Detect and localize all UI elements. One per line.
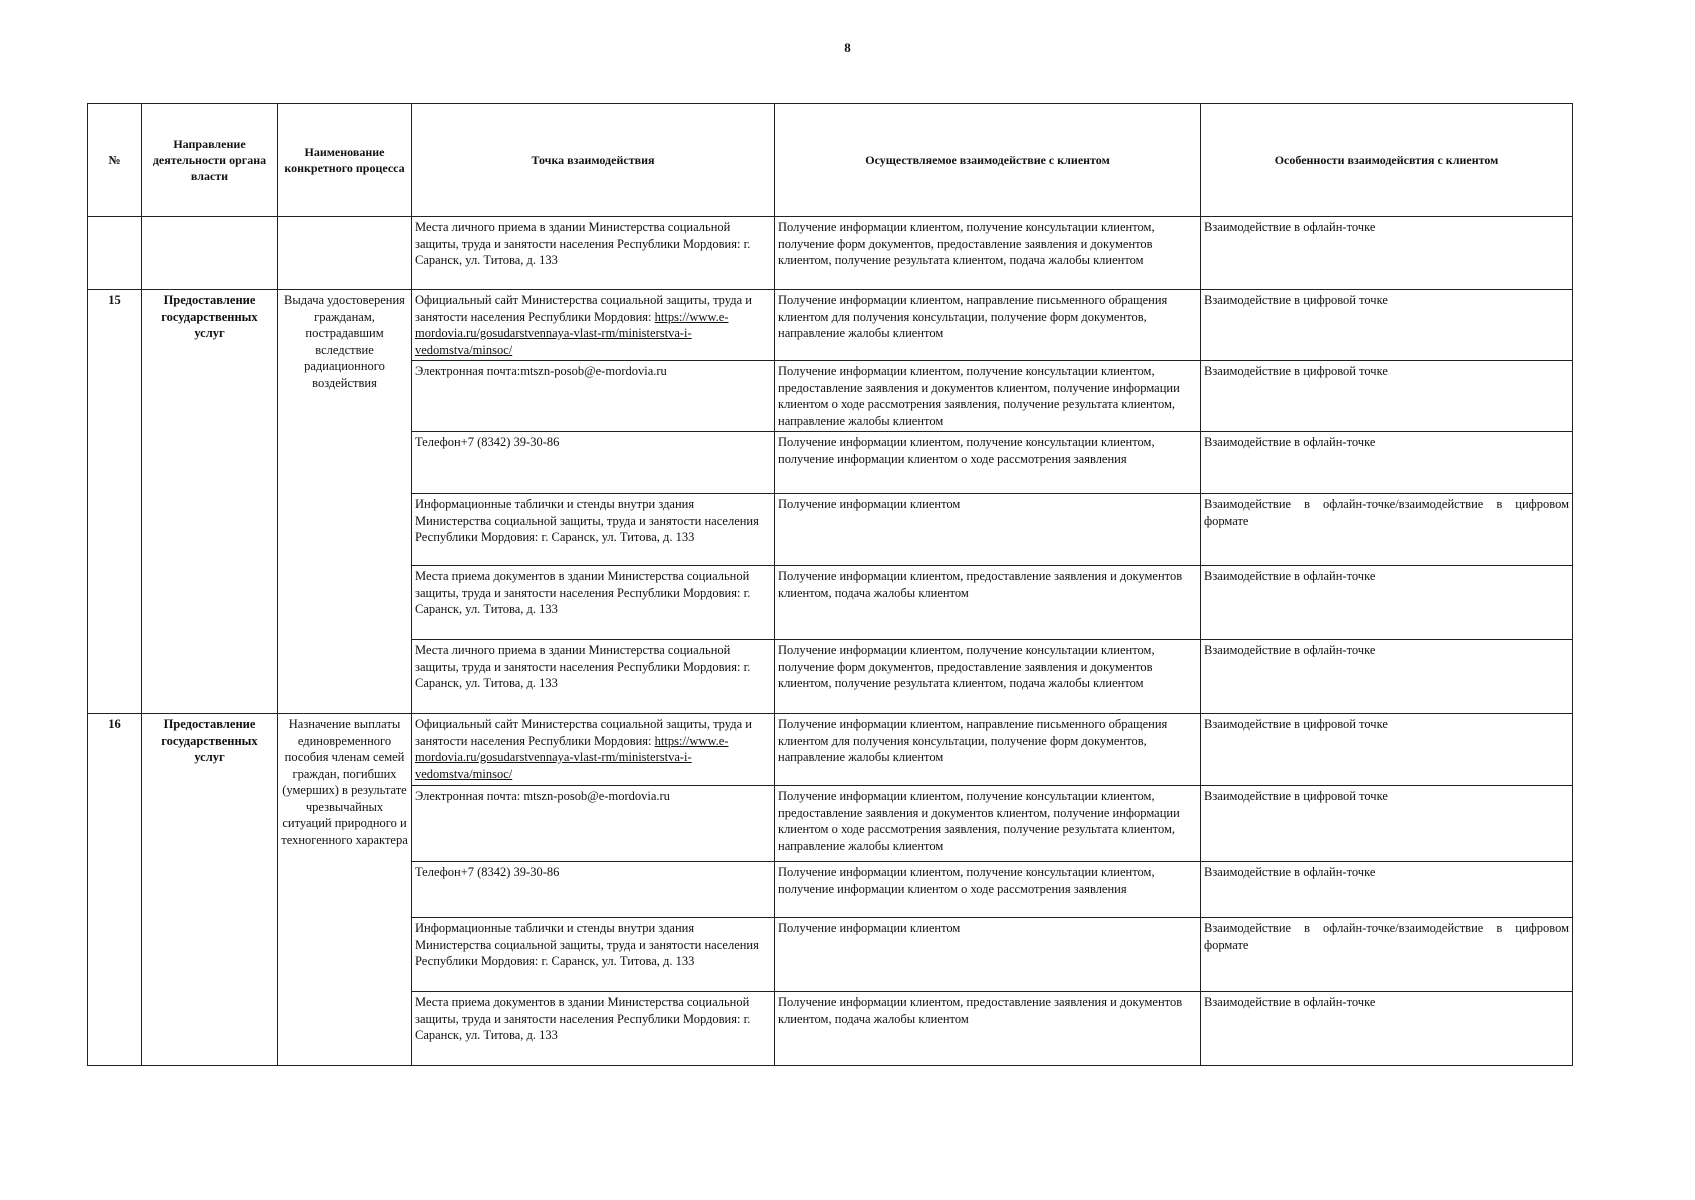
table-row — [88, 714, 1573, 786]
cell-point: Телефон+7 (8342) 39-30-86 — [412, 432, 775, 494]
header-interaction: Осуществляемое взаимодействие с клиентом — [775, 104, 1201, 217]
cell-point: Электронная почта: mtszn-posob@e-mordovia.ru — [412, 786, 775, 862]
cell-num — [88, 217, 142, 290]
cell-point: Места личного приема в здании Министерства социальной защиты, труда и занятости населения Республики Мордовия: г. Саранск, ул. Титова, д. 133 — [412, 217, 775, 290]
ministry-site-link[interactable]: https://www.e-mordovia.ru/gosudarstvennaya-vlast-rm/ministerstva-i-vedomstva/minsoc/ — [415, 309, 729, 357]
cell-features: Взаимодействие в офлайн-точке — [1201, 217, 1573, 290]
cell-point: Места приема документов в здании Министерства социальной защиты, труда и занятости населения Республики Мордовия: г. Саранск, ул. Титова, д. 133 — [412, 566, 775, 640]
cell-point — [412, 714, 775, 786]
cell-features: Взаимодействие в офлайн-точке/взаимодействие в цифровом формате — [1201, 918, 1573, 992]
cell-point: Места личного приема в здании Министерства социальной защиты, труда и занятости населения Республики Мордовия: г. Саранск, ул. Титова, д. 133 — [412, 640, 775, 714]
cell-interaction: Получение информации клиентом, получение консультации клиентом, получение информации клиентом о ходе рассмотрения заявления — [775, 862, 1201, 918]
cell-interaction: Получение информации клиентом, получение консультации клиентом, получение форм документов, предоставление заявления и документов клиентом, получение результата клиентом, подача жалобы клиентом — [775, 640, 1201, 714]
process-15: Выдача удостоверения гражданам, пострадавшим вследствие радиационного воздействия — [278, 290, 412, 714]
cell-process — [278, 217, 412, 290]
process-16: Назначение выплаты единовременного пособия членам семей граждан, погибших (умерших) в результате чрезвычайных ситуаций природного и техногенного характера — [278, 714, 412, 1066]
row-number-15: 15 — [88, 290, 142, 714]
cell-features: Взаимодействие в цифровой точке — [1201, 714, 1573, 786]
cell-point: Информационные таблички и стенды внутри здания Министерства социальной защиты, труда и занятости населения Республики Мордовия: г. Саранск, ул. Титова, д. 133 — [412, 918, 775, 992]
cell-point: Информационные таблички и стенды внутри здания Министерства социальной защиты, труда и занятости населения Республики Мордовия: г. Саранск, ул. Титова, д. 133 — [412, 494, 775, 566]
cell-interaction: Получение информации клиентом, предоставление заявления и документов клиентом, подача жалобы клиентом — [775, 566, 1201, 640]
table-row — [88, 217, 1573, 290]
cell-features: Взаимодействие в офлайн-точке — [1201, 640, 1573, 714]
ministry-site-link[interactable]: https://www.e-mordovia.ru/gosudarstvennaya-vlast-rm/ministerstva-i-vedomstva/minsoc/ — [415, 733, 729, 781]
row-number-16: 16 — [88, 714, 142, 1066]
cell-interaction: Получение информации клиентом, получение консультации клиентом, получение форм документов, предоставление заявления и документов клиентом, получение результата клиентом, подача жалобы клиентом — [775, 217, 1201, 290]
header-features: Особенности взаимодейсвтия с клиентом — [1201, 104, 1573, 217]
cell-point: Электронная почта:mtszn-posob@e-mordovia.ru — [412, 361, 775, 432]
direction-16: Предоставление государственных услуг — [142, 714, 278, 1066]
cell-interaction: Получение информации клиентом, получение консультации клиентом, предоставление заявления и документов клиентом, получение информации клиентом о ходе рассмотрения заявления, получение результата клиентом, направление жалобы клиентом — [775, 786, 1201, 862]
cell-interaction: Получение информации клиентом, получение консультации клиентом, предоставление заявления и документов клиентом, получение информации клиентом о ходе рассмотрения заявления, получение результата клиентом, направление жалобы клиентом — [775, 361, 1201, 432]
cell-features: Взаимодействие в офлайн-точке — [1201, 566, 1573, 640]
cell-features: Взаимодействие в цифровой точке — [1201, 290, 1573, 361]
header-num: № — [88, 104, 142, 217]
direction-15: Предоставление государственных услуг — [142, 290, 278, 714]
cell-interaction: Получение информации клиентом, направление письменного обращения клиентом для получения консультации, получение форм документов, направление жалобы клиентом — [775, 714, 1201, 786]
cell-features: Взаимодействие в офлайн-точке — [1201, 862, 1573, 918]
cell-features: Взаимодействие в офлайн-точке/взаимодействие в цифровом формате — [1201, 494, 1573, 566]
header-process: Наименование конкретного процесса — [278, 104, 412, 217]
point-prefix: Официальный сайт Министерства социальной защиты, труда и занятости населения Республики Мордовия: — [415, 717, 752, 748]
point-prefix: Официальный сайт Министерства социальной защиты, труда и занятости населения Республики Мордовия: — [415, 293, 752, 324]
page-number: 8 — [844, 40, 851, 55]
header-point: Точка взаимодействия — [412, 104, 775, 217]
table-row — [88, 290, 1573, 361]
cell-features: Взаимодействие в цифровой точке — [1201, 786, 1573, 862]
cell-interaction: Получение информации клиентом, получение консультации клиентом, получение информации клиентом о ходе рассмотрения заявления — [775, 432, 1201, 494]
cell-interaction: Получение информации клиентом, предоставление заявления и документов клиентом, подача жалобы клиентом — [775, 992, 1201, 1066]
cell-interaction: Получение информации клиентом, направление письменного обращения клиентом для получения консультации, получение форм документов, направление жалобы клиентом — [775, 290, 1201, 361]
cell-point — [412, 290, 775, 361]
table-header-row — [88, 104, 1573, 217]
cell-direction — [142, 217, 278, 290]
cell-point: Места приема документов в здании Министерства социальной защиты, труда и занятости населения Республики Мордовия: г. Саранск, ул. Титова, д. 133 — [412, 992, 775, 1066]
interaction-table — [87, 103, 1573, 1066]
cell-features: Взаимодействие в офлайн-точке — [1201, 432, 1573, 494]
cell-point: Телефон+7 (8342) 39-30-86 — [412, 862, 775, 918]
cell-features: Взаимодействие в цифровой точке — [1201, 361, 1573, 432]
cell-interaction: Получение информации клиентом — [775, 918, 1201, 992]
cell-interaction: Получение информации клиентом — [775, 494, 1201, 566]
cell-features: Взаимодействие в офлайн-точке — [1201, 992, 1573, 1066]
header-direction: Направление деятельности органа власти — [142, 104, 278, 217]
